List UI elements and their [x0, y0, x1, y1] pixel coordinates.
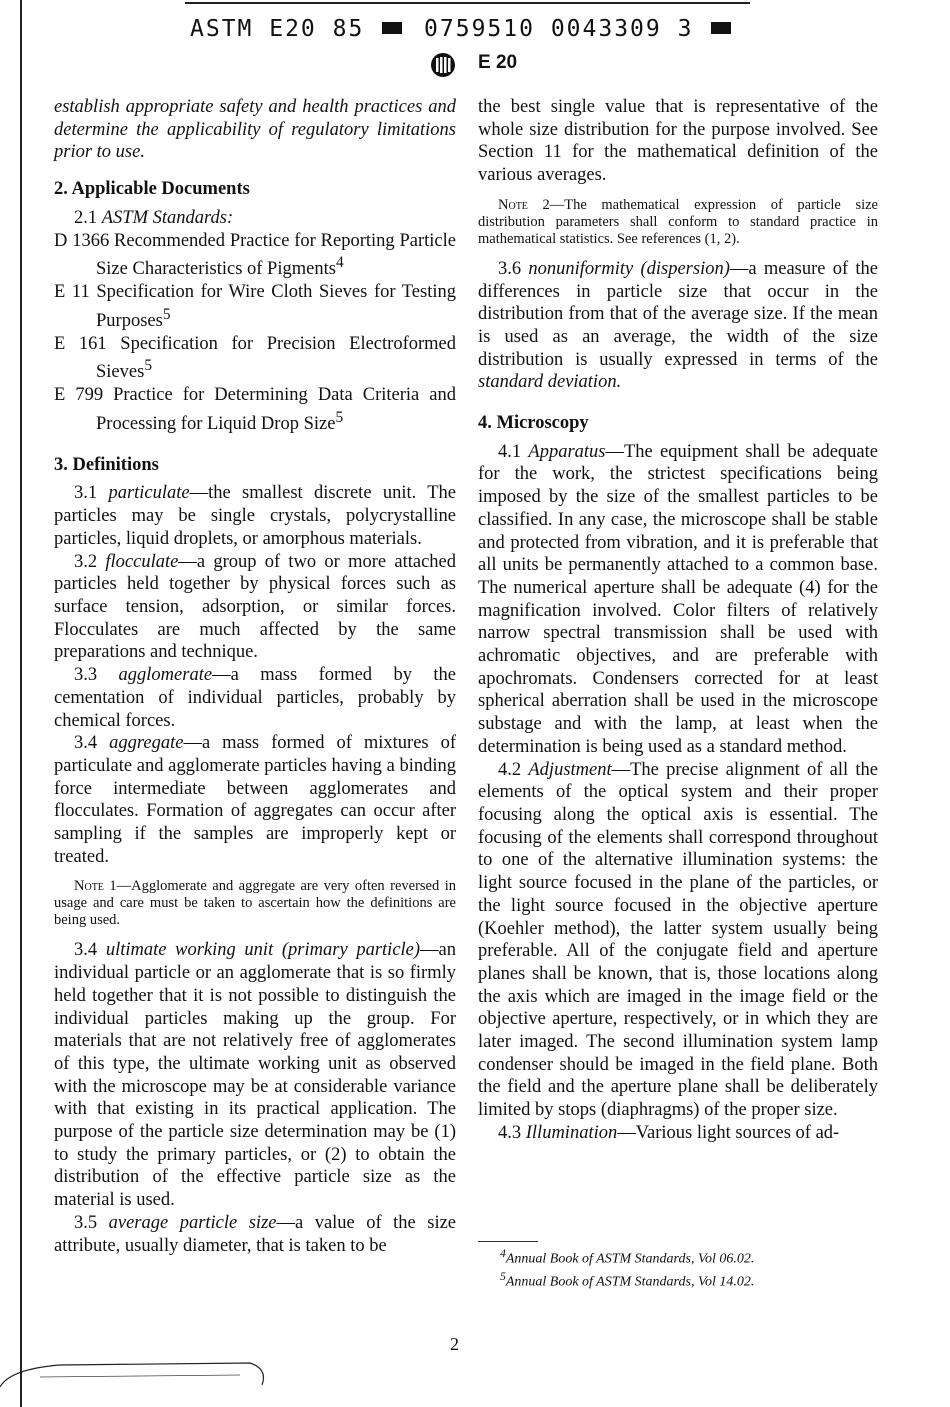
- scan-edge: [20, 0, 22, 1407]
- ref-e799: E 799 Practice for Determining Data Criteria and Processing for Liquid Drop Size$^5$: [54, 385, 456, 435]
- def-3-6: 3.6 nonuniformity (dispersion)—a measure of the differences in particle size that occur in the distribution from that of the average size. If the mean is used as an average, the width of the size distribution is usually expressed in terms of the standard deviation.: [478, 258, 879, 393]
- subsection-2-1: 2.1 ASTM Standards:: [74, 207, 234, 228]
- designation: E 20: [478, 52, 518, 73]
- para-4-2: 4.2 Adjustment—The precise alignment of all the elements of the optical system and their proper focusing along the optical axis is essential. The focusing of the elements shall correspond throughout to one of the alternative illumination systems: the light source focused in the plane of the particles, or the light source focused in the objective aperture (Koehler method), the latter system usually being preferable. All of the conjugate field and aperture planes shall be known, that is, those locations along the axis which are imaged in the image field or the objective aperture, respectively, or in which they are later imaged. The second illumination system lamp condenser should be imaged in the field plane. Both the field and the aperture plane shall be deliberately limited by stops (diaphragms) of the proper size.: [478, 759, 878, 1121]
- section-4-heading: 4. Microscopy: [478, 413, 589, 434]
- astm-logo-icon: [430, 52, 456, 78]
- def-3-4: 3.4 aggregate—a mass formed of mixtures of particulate and agglomerate particles having a binding force intermediate between agglomerates and flocculates. Formation of aggregates can occur after sampling if the samples are improperly kept or treated.: [54, 733, 457, 867]
- footnote-rule: [478, 1241, 538, 1242]
- def-3-2: 3.2 flocculate—a group of two or more attached particles held together by physical forces such as surface tension, adsorption, or similar forces. Flocculates are much affected by the same preparations and technique.: [54, 551, 456, 663]
- section-3-heading: 3. Definitions: [54, 454, 159, 475]
- def-3-5: 3.5 average particle size—a value of the size attribute, usually diameter, that is taken to be: [54, 1212, 457, 1256]
- stamp-prefix: ASTM E20 85: [190, 16, 365, 42]
- footnote-4: $^4$Annual Book of ASTM Standards, Vol 06.02.: [500, 1247, 755, 1267]
- stamp-block: [382, 22, 402, 34]
- page-number: 2: [450, 1334, 459, 1354]
- microfilm-stamp: [190, 16, 737, 42]
- note-2: Note 2—The mathematical expression of particle size distribution parameters shall conform to standard practice in mathematical statistics. See references (1, 2).: [478, 196, 878, 247]
- right-column: [478, 96, 878, 1145]
- def-3-1: 3.1 particulate—the smallest discrete unit. The particles may be single crystals, polycrystalline particles, liquid droplets, or amorphous materials.: [54, 483, 457, 549]
- continuation-text: the best single value that is representative of the whole size distribution for the purpose involved. See Section 11 for the mathematical definition of the various averages.: [478, 97, 878, 186]
- def-3-3: 3.3 agglomerate—a mass formed by the cementation of individual particles, probably by chemical forces.: [54, 665, 456, 731]
- def-3-4-ultimate: 3.4 ultimate working unit (primary particle)—an individual particle or an agglomerate that is so firmly held together that it is not possible to distinguish the individual particles making up the group. For materials that are not relatively free of agglomerates of this type, the ultimate working unit as observed with the microscope may be at considerable variance with that existing in its practical application. The purpose of the particle size determination may be (1) to study the primary particles, or (2) to obtain the distribution of the effective particle size as the material is used.: [54, 940, 457, 1211]
- stamp-mid: 0759510 0043309 3: [424, 16, 694, 42]
- stamp-block-end: [711, 22, 731, 34]
- ref-d1366: D 1366 Recommended Practice for Reporting Particle Size Characteristics of Pigments$^4$: [54, 230, 456, 280]
- note-1: Note 1—Agglomerate and aggregate are very often reversed in usage and care must be taken to ascertain how the definitions are being used.: [54, 878, 456, 929]
- intro-text: establish appropriate safety and health practices and determine the applicability of regulatory limitations prior to use.: [54, 97, 456, 163]
- para-4-3: 4.3 Illumination—Various light sources of ad-: [498, 1122, 840, 1143]
- section-2-heading: 2. Applicable Documents: [54, 179, 250, 200]
- para-4-1: 4.1 Apparatus—The equipment shall be adequate for the work, the strictest specifications being imposed by the size of the smallest particles to be classified. In any case, the microscope shall be stable and protected from vibration, and it is preferable that all units be permanently attached to a common base. The numerical aperture shall be adequate (4) for the magnification involved. Color filters of relatively narrow spectral transmission shall be used with achromatic objectives, and are preferable with apochromats. Condensers corrected for at least spherical aberration shall be used in the microscope substage and with the lamp, at least when the determination is being used as a standard method.: [478, 441, 878, 757]
- left-column: [54, 96, 456, 1257]
- header-rule: [185, 2, 750, 4]
- ref-e11: E 11 Specification for Wire Cloth Sieves for Testing Purposes$^5$: [54, 282, 456, 331]
- footnote-5: $^5$Annual Book of ASTM Standards, Vol 14.02.: [500, 1269, 755, 1290]
- footnotes: [478, 1245, 754, 1290]
- scan-artifact: [0, 1355, 300, 1407]
- ref-e161: E 161 Specification for Precision Electroformed Sieves$^5$: [54, 333, 456, 383]
